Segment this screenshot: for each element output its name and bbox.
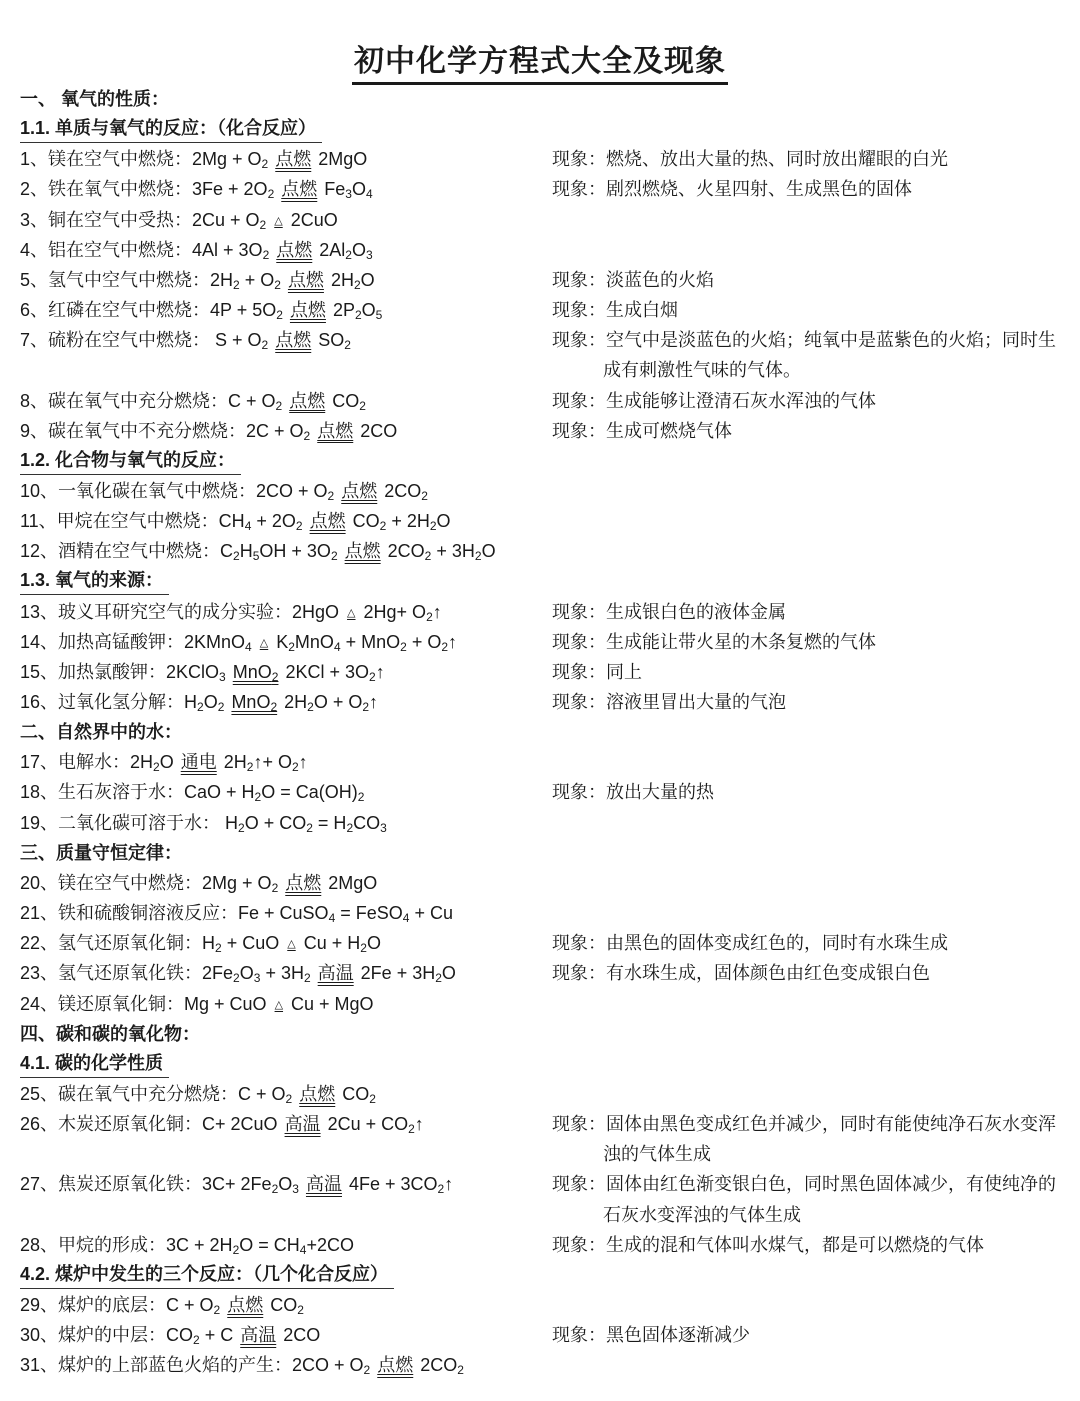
equation-row	[0, 325, 1080, 355]
phenomenon-text: 现象：放出大量的热	[552, 782, 714, 803]
equation-row	[0, 1350, 1080, 1380]
equation-text: 16、过氧化氢分解：$H_2O_2$ MnO$_2$ $2H_2O$ + $O_2↑$	[20, 687, 378, 717]
equation-row	[0, 1230, 1080, 1260]
section-heading-text: 二、自然界中的水：	[20, 722, 182, 743]
equation-text: 21、铁和硫酸铜溶液反应：Fe + CuSO$_4$ = FeSO$_4$ + Cu	[20, 903, 453, 926]
subsection-heading	[0, 566, 1080, 596]
equation-text: 9、碳在氧气中不充分燃烧：$2C + O_2$ 点燃 2CO	[20, 416, 397, 446]
reaction-condition: 点燃	[275, 330, 312, 351]
equation-row	[0, 808, 1080, 838]
heat-condition-icon: △	[287, 938, 296, 951]
equation-row	[0, 265, 1080, 295]
reaction-condition: 通电	[180, 752, 217, 773]
reaction-condition: 高温	[317, 963, 354, 984]
equation-text: 15、加热氯酸钾：2KClO$_3$ MnO$_2$ $2KCl + 3O_2↑$	[20, 657, 385, 687]
reaction-condition: 点燃	[281, 179, 318, 200]
subsection-heading-text: 4.2. 煤炉中发生的三个反应：（几个化合反应）	[20, 1260, 394, 1289]
reaction-condition: 点燃	[289, 300, 326, 321]
equation-row	[0, 868, 1080, 898]
phenomenon-text: 现象：同上	[552, 661, 642, 682]
reaction-condition: 点燃	[377, 1355, 414, 1376]
subsection-heading	[0, 446, 1080, 476]
equation-text: 27、焦炭还原氧化铁：$3C+ 2Fe_2O_3$ 高温 $4Fe + 3CO_2↑$	[20, 1169, 453, 1199]
phenomenon-text: 现象：固体由黑色变成红色并减少，同时有能使纯净石灰水变浑	[552, 1114, 1056, 1135]
section-heading	[0, 717, 1080, 747]
equation-text: 18、生石灰溶于水：CaO + $H_2O = Ca(OH)_2$	[20, 782, 365, 805]
equation-row	[0, 627, 1080, 657]
equation-row	[0, 416, 1080, 446]
equation-text: 11、甲烷在空气中燃烧：$CH_4 + 2O_2$ 点燃 $CO_2 + 2H_2O$	[20, 506, 451, 536]
reaction-condition: 点燃	[341, 480, 378, 501]
phenomenon-text: 现象：淡蓝色的火焰	[552, 269, 714, 290]
reaction-condition: MnO$_2$	[232, 661, 279, 684]
phenomenon-text: 现象：燃烧、放出大量的热、同时放出耀眼的白光	[552, 149, 948, 170]
subsection-heading	[0, 1260, 1080, 1290]
phenomenon-continuation	[0, 1200, 1080, 1230]
equation-row	[0, 777, 1080, 807]
phenomenon-text: 现象：黑色固体逐渐减少	[552, 1325, 750, 1346]
equation-text: 3、铜在空气中受热：$2Cu + O_2$ △ 2CuO	[20, 205, 338, 236]
reaction-condition: 点燃	[289, 390, 326, 411]
equation-row	[0, 898, 1080, 928]
equation-text: 5、氢气中空气中燃烧：$2H_2 + O_2$ 点燃 $2H_2O$	[20, 265, 375, 295]
phenomenon-text: 现象：溶液里冒出大量的气泡	[552, 692, 786, 712]
reaction-condition: 点燃	[344, 541, 381, 562]
equation-row	[0, 747, 1080, 777]
phenomenon-text: 现象：空气中是淡蓝色的火焰；纯氧中是蓝紫色的火焰；同时生	[552, 330, 1056, 351]
subsection-heading	[0, 114, 1080, 144]
phenomenon-text: 现象：有水珠生成，固体颜色由红色变成银白色	[552, 963, 930, 984]
phenomenon-text: 现象：生成能让带火星的木条复燃的气体	[552, 631, 876, 652]
phenomenon-continuation-text: 石灰水变浑浊的气体生成	[603, 1204, 801, 1225]
equation-row	[0, 597, 1080, 627]
subsection-heading-text: 1.1. 单质与氧气的反应：（化合反应）	[20, 114, 322, 143]
equation-text: 23、氢气还原氧化铁：$2Fe_2O_3 + 3H_2$ 高温 $2Fe + 3H_2O$	[20, 958, 456, 988]
phenomenon-continuation	[0, 355, 1080, 385]
equation-text: 1、镁在空气中燃烧：$2Mg + O_2$ 点燃 2MgO	[20, 144, 367, 174]
subsection-heading-text: 1.3. 氧气的来源：	[20, 566, 169, 595]
subsection-heading-text: 1.2. 化合物与氧气的反应：	[20, 446, 241, 475]
equation-text: 19、二氧化碳可溶于水： $H_2O + CO_2 = H_2CO_3$	[20, 812, 387, 835]
equation-row	[0, 174, 1080, 204]
phenomenon-text: 现象：生成白烟	[552, 300, 678, 321]
equation-row	[0, 536, 1080, 566]
equation-text: 10、一氧化碳在氧气中燃烧：$2CO + O_2$ 点燃 $2CO_2$	[20, 476, 428, 506]
reaction-condition: 点燃	[299, 1083, 336, 1104]
reaction-condition: 点燃	[317, 420, 354, 441]
subsection-heading-text: 4.1. 碳的化学性质	[20, 1049, 169, 1078]
equation-text: 12、酒精在空气中燃烧：$C_2H_5OH + 3O_2$ 点燃 $2CO_2 + 3H_2O$	[20, 536, 496, 566]
equation-text: 29、煤炉的底层：$C + O_2$ 点燃 $CO_2$	[20, 1290, 304, 1320]
equation-row	[0, 144, 1080, 174]
phenomenon-text: 现象：由黑色的固体变成红色的，同时有水珠生成	[552, 933, 948, 954]
reaction-condition: 点燃	[287, 269, 324, 290]
reaction-condition: 点燃	[227, 1295, 264, 1315]
equation-row	[0, 1079, 1080, 1109]
equation-text: 17、电解水：$2H_2O$ 通电 $2H_2↑+$ $O_2↑$	[20, 747, 308, 777]
equation-row	[0, 205, 1080, 235]
phenomenon-text: 现象：固体由红色渐变银白色，同时黑色固体减少，有使纯净的	[552, 1174, 1056, 1195]
equation-text: 26、木炭还原氧化铜：C+ 2CuO 高温 $2Cu + CO_2↑$	[20, 1109, 424, 1139]
equation-text: 13、玻义耳研究空气的成分实验：2HgO △ $2Hg+ O_2↑$	[20, 597, 442, 628]
phenomenon-text: 现象：生成能够让澄清石灰水浑浊的气体	[552, 390, 876, 411]
equation-row	[0, 506, 1080, 536]
heat-condition-icon: △	[347, 606, 356, 619]
subsection-heading	[0, 1049, 1080, 1079]
section-heading	[0, 838, 1080, 868]
equation-row	[0, 386, 1080, 416]
equation-text: 25、碳在氧气中充分燃烧：$C + O_2$ 点燃 $CO_2$	[20, 1079, 376, 1109]
equation-row	[0, 687, 1080, 717]
equation-text: 24、镁还原氧化铜：Mg + CuO △ Cu + MgO	[20, 989, 374, 1020]
phenomenon-text: 现象：生成可燃烧气体	[552, 420, 732, 441]
phenomenon-text: 现象：生成的混和气体叫水煤气，都是可以燃烧的气体	[552, 1234, 984, 1255]
equation-row	[0, 1109, 1080, 1139]
equation-row	[0, 476, 1080, 506]
reaction-condition: 高温	[240, 1325, 277, 1346]
equation-text: 28、甲烷的形成：$3C + 2H_2O = CH_4+2CO$	[20, 1234, 354, 1257]
equation-row	[0, 1169, 1080, 1199]
phenomenon-text: 现象：生成银白色的液体金属	[552, 601, 786, 622]
equation-text: 2、铁在氧气中燃烧：$3Fe + 2O_2$ 点燃 $Fe_3O_4$	[20, 174, 373, 204]
heat-condition-icon: △	[274, 998, 284, 1011]
equation-row	[0, 958, 1080, 988]
equation-text: 6、红磷在空气中燃烧：$4P + 5O_2$ 点燃 $2P_2O_5$	[20, 295, 382, 325]
equation-text: 31、煤炉的上部蓝色火焰的产生：$2CO + O_2$ 点燃 $2CO_2$	[20, 1350, 464, 1380]
equation-text: 20、镁在空气中燃烧：$2Mg + O_2$ 点燃 2MgO	[20, 868, 377, 898]
equation-text: 7、硫粉在空气中燃烧： $S + O_2$ 点燃 $SO_2$	[20, 325, 351, 355]
reaction-condition: 点燃	[276, 239, 313, 260]
reaction-condition: 点燃	[275, 149, 312, 170]
equation-text: 14、加热高锰酸钾：2KMnO$_4$ △ $K_2MnO_4 + MnO_2$ + $O_2↑$	[20, 627, 457, 658]
equation-text: 22、氢气还原氧化铜：$H_2$ + CuO △ $Cu + H_2O$	[20, 928, 381, 959]
phenomenon-continuation-text: 成有刺激性气味的气体。	[603, 360, 801, 381]
heat-condition-icon: △	[274, 214, 283, 227]
section-heading-text: 三、质量守恒定律：	[20, 842, 182, 863]
equation-text: 8、碳在氧气中充分燃烧：$C + O_2$ 点燃 $CO_2$	[20, 386, 366, 416]
equation-row	[0, 1290, 1080, 1320]
reaction-condition: 点燃	[309, 511, 346, 532]
equation-text: 4、铝在空气中燃烧：$4Al + 3O_2$ 点燃 $2Al_2O_3$	[20, 235, 373, 265]
reaction-condition: 高温	[305, 1174, 342, 1195]
document-title-text: 初中化学方程式大全及现象	[352, 36, 728, 85]
equation-row	[0, 989, 1080, 1019]
reaction-condition: 点燃	[285, 872, 322, 893]
equation-row	[0, 295, 1080, 325]
section-heading-text: 四、碳和碳的氧化物：	[20, 1023, 200, 1044]
phenomenon-text: 现象：剧烈燃烧、火星四射、生成黑色的固体	[552, 179, 912, 200]
section-heading	[0, 1019, 1080, 1049]
phenomenon-continuation	[0, 1139, 1080, 1169]
equation-row	[0, 928, 1080, 958]
heat-condition-icon: △	[259, 636, 269, 649]
equation-row	[0, 1320, 1080, 1350]
section-heading-text: 一、 氧气的性质：	[20, 89, 170, 109]
reaction-condition: MnO$_2$	[231, 692, 278, 714]
phenomenon-continuation-text: 浊的气体生成	[603, 1144, 711, 1165]
equation-text: 30、煤炉的中层：$CO_2 + C$ 高温 2CO	[20, 1320, 320, 1350]
reaction-condition: 高温	[284, 1114, 321, 1135]
section-heading	[0, 84, 1080, 114]
equation-row	[0, 657, 1080, 687]
equation-row	[0, 235, 1080, 265]
